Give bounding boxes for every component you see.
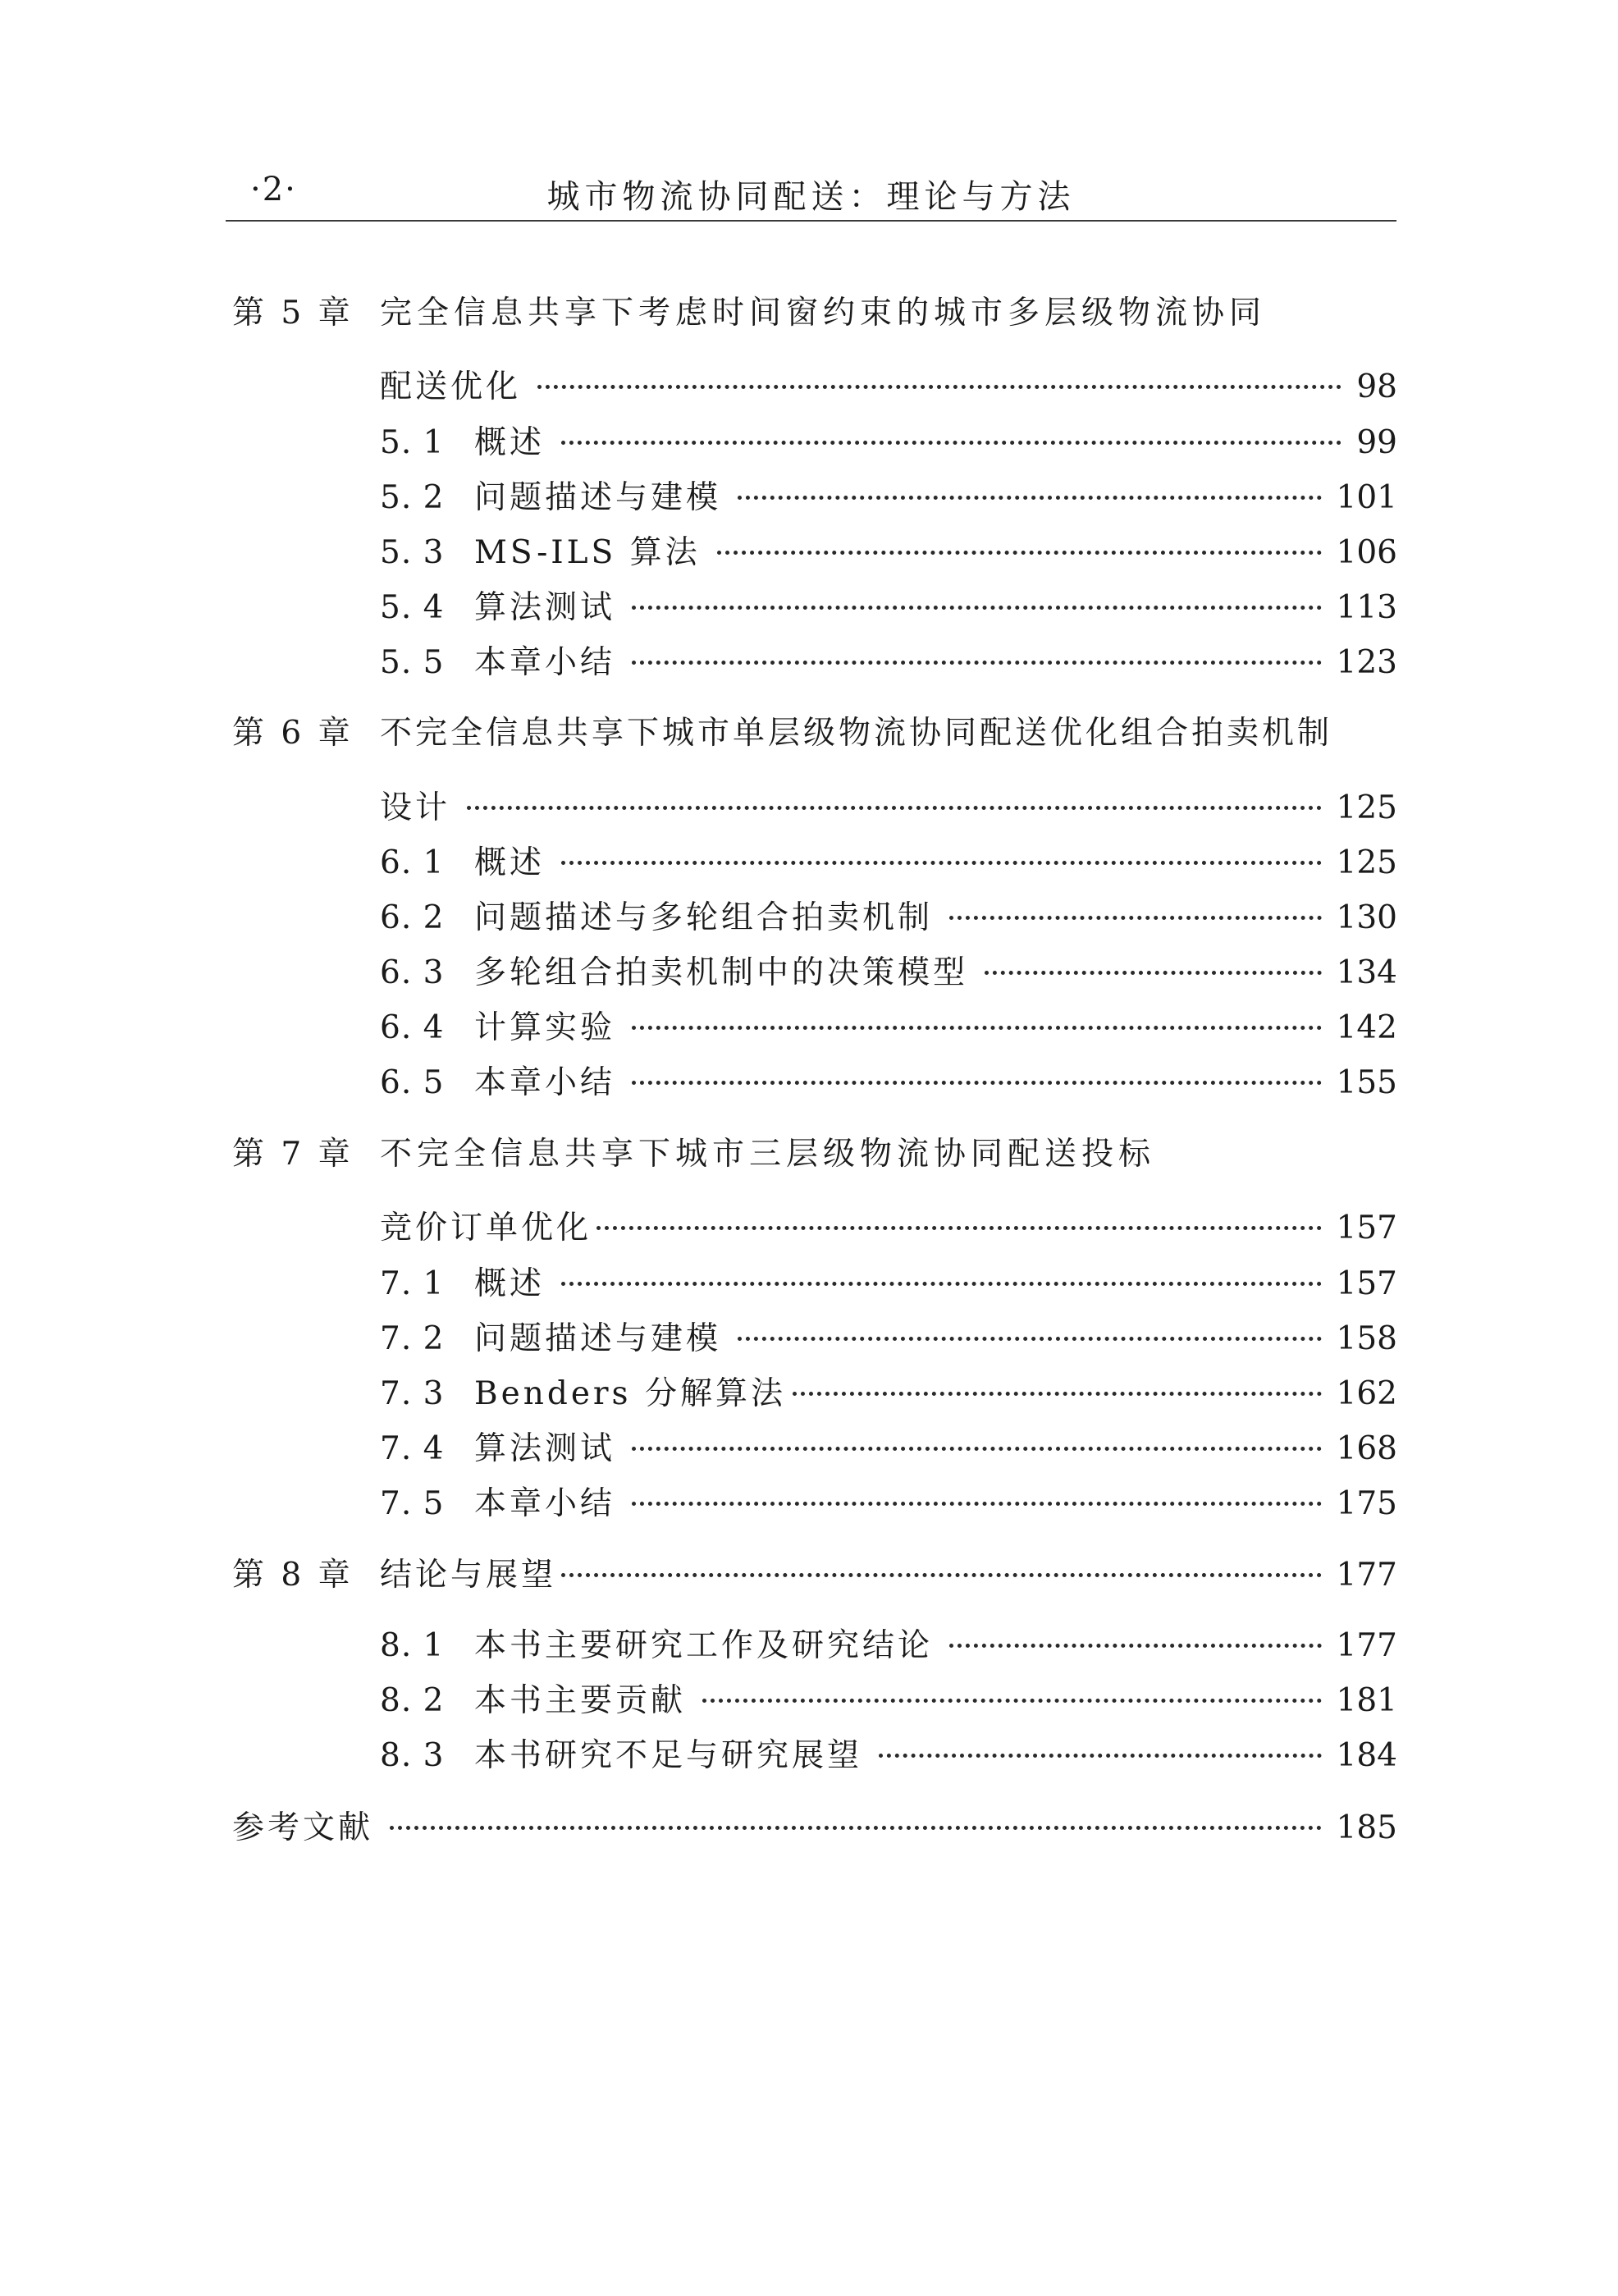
page-ref: 157 bbox=[1336, 1265, 1397, 1302]
section-number: 7. 3 bbox=[380, 1375, 445, 1412]
page-ref: 177 bbox=[1336, 1557, 1397, 1594]
page-number: ·2· bbox=[250, 171, 297, 208]
section-number: 8. 1 bbox=[380, 1627, 445, 1664]
toc-section[interactable] bbox=[380, 637, 1397, 683]
dot-leader bbox=[738, 1327, 1322, 1341]
dot-leader bbox=[537, 375, 1341, 389]
toc-section[interactable] bbox=[380, 1620, 1397, 1666]
chapter-title: 结论与展望 bbox=[380, 1557, 557, 1594]
section-number: 6. 4 bbox=[380, 1009, 445, 1046]
section-title: 问题描述与建模 bbox=[474, 1320, 722, 1357]
section-title: 概述 bbox=[474, 1265, 546, 1302]
page-ref: 168 bbox=[1336, 1430, 1397, 1467]
chapter-title-cont: 配送优化 bbox=[380, 368, 522, 405]
chapter-title: 不完全信息共享下城市单层级物流协同配送优化组合拍卖机制 bbox=[380, 715, 1333, 752]
toc-section[interactable] bbox=[380, 417, 1397, 463]
page-ref: 157 bbox=[1336, 1210, 1397, 1246]
page-ref: 125 bbox=[1336, 789, 1397, 826]
chapter-title: 完全信息共享下考虑时间窗约束的城市多层级物流协同 bbox=[380, 295, 1267, 332]
page-ref: 134 bbox=[1336, 954, 1397, 991]
dot-leader bbox=[985, 961, 1322, 975]
section-number: 7. 4 bbox=[380, 1430, 445, 1467]
toc-references[interactable] bbox=[232, 1802, 1397, 1848]
toc-section[interactable] bbox=[380, 1368, 1397, 1414]
chapter-label: 第 5 章 bbox=[232, 295, 354, 332]
toc-section[interactable] bbox=[380, 1478, 1397, 1524]
section-title: 问题描述与建模 bbox=[474, 479, 722, 516]
running-title: 城市物流协同配送：理论与方法 bbox=[546, 178, 1076, 216]
section-number: 5. 4 bbox=[380, 589, 445, 626]
section-number: 6. 2 bbox=[380, 899, 445, 936]
page-ref: 158 bbox=[1336, 1320, 1397, 1357]
section-title: 算法测试 bbox=[474, 589, 616, 626]
toc-section[interactable] bbox=[380, 1258, 1397, 1304]
dot-leader bbox=[561, 1272, 1322, 1286]
toc-chapter-5-cont[interactable] bbox=[380, 361, 1397, 407]
section-number: 7. 5 bbox=[380, 1485, 445, 1522]
toc-chapter-6-cont[interactable] bbox=[380, 782, 1397, 828]
dot-leader bbox=[632, 596, 1322, 610]
section-number: 7. 1 bbox=[380, 1265, 445, 1302]
section-number: 6. 5 bbox=[380, 1064, 445, 1101]
section-title: 概述 bbox=[474, 424, 546, 461]
dot-leader bbox=[738, 486, 1322, 500]
toc-chapter-7-cont[interactable] bbox=[380, 1202, 1397, 1248]
page-ref: 185 bbox=[1336, 1809, 1397, 1846]
page-ref: 106 bbox=[1336, 534, 1397, 571]
section-title: 本章小结 bbox=[474, 1485, 616, 1522]
section-title: 多轮组合拍卖机制中的决策模型 bbox=[474, 954, 969, 991]
page-ref: 155 bbox=[1336, 1064, 1397, 1101]
section-number: 5. 3 bbox=[380, 534, 445, 571]
section-number: 7. 2 bbox=[380, 1320, 445, 1357]
section-title: 概述 bbox=[474, 844, 546, 881]
section-title: 问题描述与多轮组合拍卖机制 bbox=[474, 899, 934, 936]
toc-section[interactable] bbox=[380, 1423, 1397, 1469]
dot-leader bbox=[879, 1744, 1322, 1758]
section-number: 8. 3 bbox=[380, 1737, 445, 1774]
toc-section[interactable] bbox=[380, 1057, 1397, 1103]
dot-leader bbox=[632, 1016, 1322, 1030]
dot-leader bbox=[596, 1216, 1322, 1230]
toc-chapter-7[interactable] bbox=[232, 1128, 1397, 1174]
dot-leader bbox=[949, 906, 1322, 920]
dot-leader bbox=[561, 851, 1322, 865]
section-title: 算法测试 bbox=[474, 1430, 616, 1467]
toc-section[interactable] bbox=[380, 1002, 1397, 1048]
page-ref: 98 bbox=[1356, 368, 1397, 405]
section-title: 本书主要研究工作及研究结论 bbox=[474, 1627, 934, 1664]
page-header bbox=[226, 161, 1396, 222]
section-title: 计算实验 bbox=[474, 1009, 616, 1046]
dot-leader bbox=[390, 1816, 1322, 1830]
toc-section[interactable] bbox=[380, 472, 1397, 518]
page-ref: 142 bbox=[1336, 1009, 1397, 1046]
chapter-label: 第 7 章 bbox=[232, 1136, 354, 1173]
page-ref: 113 bbox=[1336, 589, 1397, 626]
dot-leader bbox=[632, 1492, 1322, 1506]
toc-chapter-5[interactable] bbox=[232, 287, 1397, 333]
page-ref: 123 bbox=[1336, 644, 1397, 681]
toc-section[interactable] bbox=[380, 1675, 1397, 1721]
toc-section[interactable] bbox=[380, 1313, 1397, 1359]
dot-leader bbox=[717, 541, 1322, 555]
chapter-label: 第 6 章 bbox=[232, 715, 354, 752]
dot-leader bbox=[561, 431, 1341, 445]
page-ref: 130 bbox=[1336, 899, 1397, 936]
section-title: Benders 分解算法 bbox=[474, 1375, 786, 1412]
chapter-label: 第 8 章 bbox=[232, 1557, 354, 1594]
dot-leader bbox=[561, 1563, 1322, 1577]
toc-chapter-8[interactable] bbox=[232, 1549, 1397, 1595]
dot-leader bbox=[632, 1437, 1322, 1451]
chapter-title-cont: 设计 bbox=[380, 789, 451, 826]
page-ref: 162 bbox=[1336, 1375, 1397, 1412]
page-ref: 175 bbox=[1336, 1485, 1397, 1522]
references-title: 参考文献 bbox=[232, 1809, 374, 1846]
toc-section[interactable] bbox=[380, 947, 1397, 993]
chapter-title-cont: 竞价订单优化 bbox=[380, 1210, 592, 1246]
section-number: 6. 3 bbox=[380, 954, 445, 991]
dot-leader bbox=[632, 651, 1322, 665]
toc-chapter-6[interactable] bbox=[232, 707, 1397, 753]
dot-leader bbox=[467, 796, 1322, 810]
toc-section[interactable] bbox=[380, 837, 1397, 883]
dot-leader bbox=[702, 1689, 1322, 1703]
page-ref: 99 bbox=[1356, 424, 1397, 461]
toc-section[interactable] bbox=[380, 582, 1397, 628]
page-ref: 181 bbox=[1336, 1682, 1397, 1719]
section-number: 5. 1 bbox=[380, 424, 445, 461]
page-ref: 125 bbox=[1336, 844, 1397, 881]
section-title: 本书主要贡献 bbox=[474, 1682, 687, 1719]
toc-section[interactable] bbox=[380, 527, 1397, 573]
section-title: 本书研究不足与研究展望 bbox=[474, 1737, 863, 1774]
chapter-title: 不完全信息共享下城市三层级物流协同配送投标 bbox=[380, 1136, 1156, 1173]
dot-leader bbox=[949, 1634, 1322, 1648]
page-ref: 184 bbox=[1336, 1737, 1397, 1774]
section-title: 本章小结 bbox=[474, 644, 616, 681]
dot-leader bbox=[632, 1071, 1322, 1085]
page-ref: 177 bbox=[1336, 1627, 1397, 1664]
section-number: 5. 5 bbox=[380, 644, 445, 681]
dot-leader bbox=[793, 1382, 1322, 1396]
section-title: 本章小结 bbox=[474, 1064, 616, 1101]
page-ref: 101 bbox=[1336, 479, 1397, 516]
toc-section[interactable] bbox=[380, 1730, 1397, 1776]
toc-section[interactable] bbox=[380, 892, 1397, 938]
section-number: 8. 2 bbox=[380, 1682, 445, 1719]
section-number: 6. 1 bbox=[380, 844, 445, 881]
section-number: 5. 2 bbox=[380, 479, 445, 516]
section-title: MS-ILS 算法 bbox=[474, 534, 701, 571]
